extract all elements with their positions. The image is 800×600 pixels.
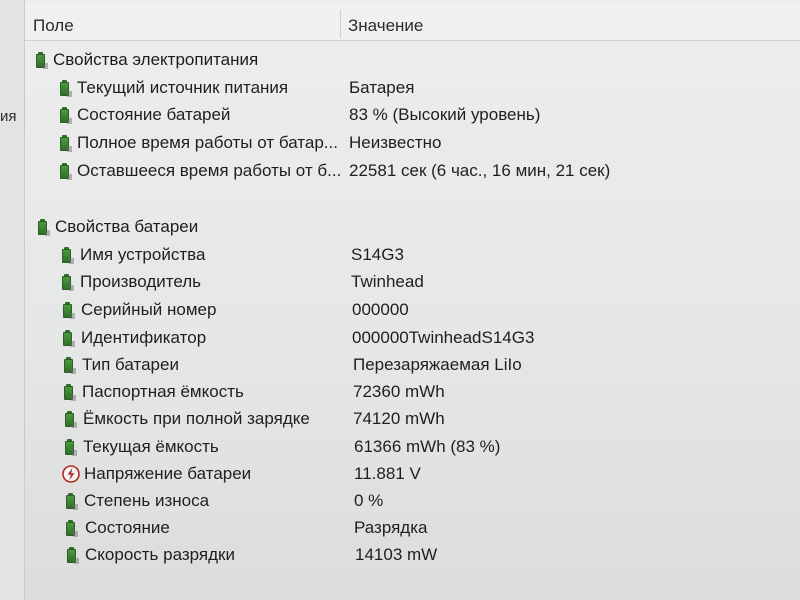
field-label: Идентификатор [81, 328, 207, 347]
list-item[interactable] [25, 541, 800, 568]
group-power-properties[interactable] [25, 46, 800, 73]
battery-icon [61, 246, 72, 264]
field-label: Текущий источник питания [77, 78, 289, 97]
battery-icon [35, 51, 46, 69]
voltage-bolt-icon [62, 465, 80, 483]
list-item[interactable] [25, 241, 800, 268]
field-value: 11.881 V [354, 464, 421, 483]
field-label: Серийный номер [81, 300, 217, 319]
list-item[interactable] [25, 433, 800, 460]
field-value: S14G3 [351, 245, 404, 264]
battery-icon [62, 301, 73, 319]
field-label: Состояние батарей [77, 105, 231, 124]
field-label: Ёмкость при полной зарядке [83, 409, 310, 428]
field-label: Имя устройства [80, 245, 206, 264]
field-value: Разрядка [354, 518, 428, 537]
list-item[interactable] [25, 296, 800, 323]
column-header-field[interactable]: Поле [33, 16, 74, 35]
field-value: 14103 mW [355, 545, 438, 564]
list-item[interactable] [25, 268, 800, 295]
field-label: Степень износа [84, 491, 210, 510]
field-value: 000000TwinheadS14G3 [352, 328, 535, 347]
field-value: 000000 [352, 300, 409, 319]
left-tree-panel-edge[interactable] [0, 0, 25, 600]
battery-icon [37, 218, 48, 236]
list-item[interactable] [25, 460, 800, 487]
field-label: Производитель [80, 272, 202, 291]
field-value: 74120 mWh [353, 409, 445, 428]
list-item[interactable] [25, 157, 800, 184]
battery-icon [63, 383, 74, 401]
battery-icon [65, 519, 76, 537]
column-divider[interactable] [340, 10, 341, 38]
list-header [25, 4, 800, 41]
field-label: Текущая ёмкость [83, 437, 219, 456]
field-label: Оставшееся время работы от б... [77, 161, 342, 180]
battery-icon [61, 273, 72, 291]
field-label: Скорость разрядки [85, 545, 235, 564]
field-value: Перезаряжаемая LiIo [353, 355, 522, 374]
battery-icon [63, 356, 74, 374]
field-label: Тип батареи [82, 355, 179, 374]
field-label: Напряжение батареи [84, 464, 252, 483]
group-title: Свойства батареи [55, 217, 199, 236]
battery-icon [65, 492, 76, 510]
field-label: Полное время работы от батар... [77, 133, 338, 152]
left-tree-truncated-label: ия [0, 108, 17, 125]
field-value: 22581 сек (6 час., 16 мин, 21 сек) [349, 161, 611, 180]
battery-icon [62, 329, 73, 347]
field-label: Паспортная ёмкость [82, 382, 244, 401]
list-item[interactable] [25, 324, 800, 351]
list-item[interactable] [25, 101, 800, 128]
field-value: 72360 mWh [353, 382, 445, 401]
field-value: 61366 mWh (83 %) [354, 437, 501, 456]
battery-icon [64, 438, 75, 456]
battery-icon [64, 410, 75, 428]
list-item[interactable] [25, 129, 800, 156]
battery-icon [59, 134, 70, 152]
property-list [25, 0, 800, 600]
list-item[interactable] [25, 351, 800, 378]
group-title: Свойства электропитания [53, 50, 259, 69]
field-value: Twinhead [351, 272, 424, 291]
field-value: 83 % (Высокий уровень) [349, 105, 541, 124]
list-item[interactable] [25, 514, 800, 541]
battery-icon [66, 546, 77, 564]
field-value: Батарея [349, 78, 415, 97]
battery-icon [59, 79, 70, 97]
column-header-value[interactable]: Значение [348, 16, 424, 35]
field-value: 0 % [354, 491, 384, 510]
battery-icon [59, 162, 70, 180]
field-value: Неизвестно [349, 133, 442, 152]
battery-icon [59, 106, 70, 124]
list-item[interactable] [25, 405, 800, 432]
group-battery-properties[interactable] [25, 213, 800, 240]
list-item[interactable] [25, 487, 800, 514]
list-item[interactable] [25, 74, 800, 101]
field-label: Состояние [85, 518, 170, 537]
list-item[interactable] [25, 378, 800, 405]
